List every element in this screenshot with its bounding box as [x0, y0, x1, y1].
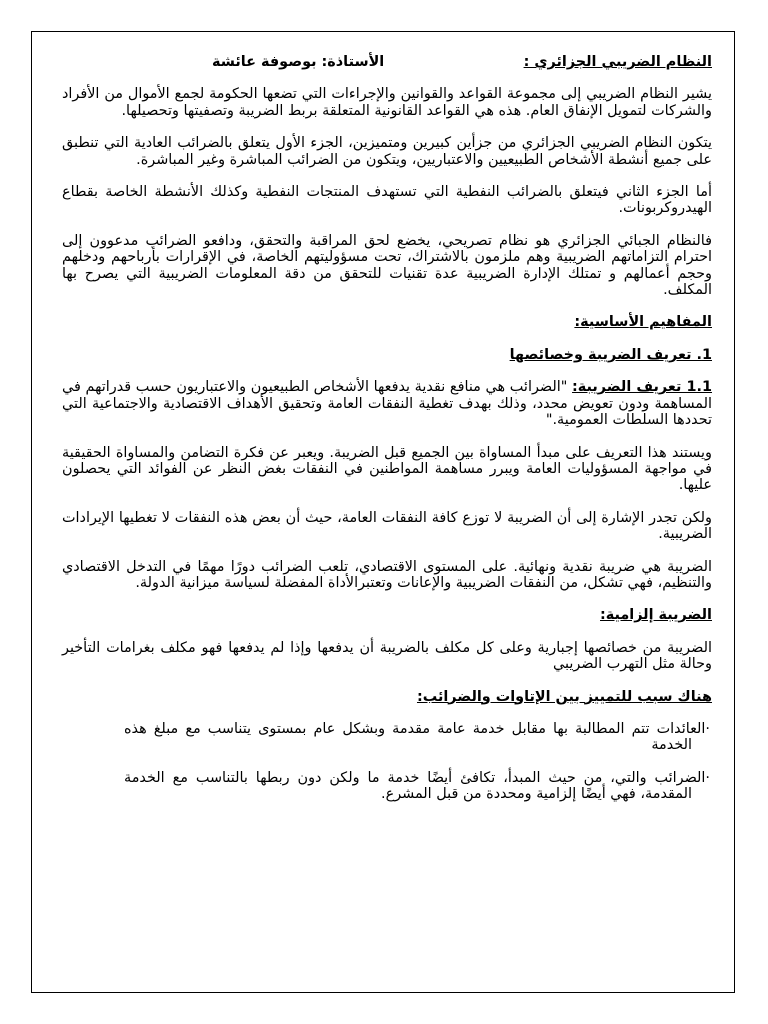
heading-distinction: هناك سبب للتمييز بين الإتاوات والضرائب:: [416, 688, 712, 705]
document-body: [62, 46, 712, 819]
heading-tax-definition: 1. تعريف الضريبة وخصائصها: [509, 346, 712, 363]
paragraph-declarative-system: فالنظام الجبائي الجزائري هو نظام تصريحي، يخضع لحق المراقبة والتحقق، ودافعو الضرائب مدعوون إلى احترام التزاماتهم الضريبية وهم ملزمون بالاشتراك، تحت مسؤوليتهم الخاصة، في الإقرارات بأرباحهم ودخلهم وحجم أعمالهم و تمتلك الإدارة الضريبية عدة تقنيات للتحقق من دقة المعلومات الضريبية التي يصرح بها المكلف.: [62, 232, 712, 299]
paragraph-tax-definition: [62, 379, 712, 428]
paragraph-tax-system-definition: يشير النظام الضريبي إلى مجموعة القواعد والقوانين والإجراءات التي تضعها الحكومة لجمع الأموال من الأفراد والشركات لتمويل الإنفاق العام. هذه هي القواعد القانونية المتعلقة بربط الضريبة وتصفيتها وتحصيلها.: [62, 86, 712, 119]
definition-label: 1.1 تعريف الضريبة:: [572, 379, 712, 396]
paragraph-mandatory-tax: الضريبة من خصائصها إجبارية وعلى كل مكلف بالضريبة أن يدفعها وإذا لم يدفعها فهو مكلف بغرامات التأخير وحالة مثل التهرب الضريبي: [62, 639, 712, 673]
paragraph-two-parts: يتكون النظام الضريبي الجزائري من جزأين كبيرين ومتميزين، الجزء الأول يتعلق بالضرائب العادية التي تنطبق على جميع أنشطة الأشخاص الطبيعيين والاعتباريين، ويتكون من الضرائب المباشرة وغير المباشرة.: [62, 135, 712, 168]
distinction-list: [62, 721, 712, 803]
author-name: الأستاذة: بوصوفة عائشة: [212, 54, 385, 70]
paragraph-monetary-tax: الضريبة هي ضريبة نقدية ونهائية. على المستوى الاقتصادي، تلعب الضرائب دورًا مهمًا في التدخل الاقتصادي والتنظيم، فهي تشكل، من النفقات الضريبية والإعانات وتعتبرالأداة المفضلة لسياسة ميزانية الدولة.: [62, 558, 712, 591]
paragraph-expenditure-note: ولكن تجدر الإشارة إلى أن الضريبة لا توزع كافة النفقات العامة، حيث أن بعض هذه النفقات لا تغطيها الإيرادات الضريبية.: [62, 509, 712, 543]
list-item: ·الضرائب والتي، من حيث المبدأ، تكافئ أيضًا خدمة ما ولكن دون ربطها بالتناسب مع الخدمة المقدمة، فهي أيضًا إلزامية ومحددة من قبل المشرع.: [124, 769, 710, 803]
paragraph-oil-taxes: أما الجزء الثاني فيتعلق بالضرائب النفطية التي تستهدف المنتجات النفطية وكذلك الأنشطة الخاصة بقطاع الهيدروكربونات.: [62, 184, 712, 217]
document-header: [62, 54, 712, 70]
definition-text: "الضرائب هي منافع نقدية يدفعها الأشخاص الطبيعيون والاعتباريون حسب قدراتهم في المساهمة ودون تعويض محدد، وذلك بهدف تغطية النفقات العامة وتحقيق الأهداف الاقتصادية والاجتماعية التي تحددها السلطات العمومية.": [62, 379, 712, 429]
heading-basic-concepts: المفاهيم الأساسية:: [574, 314, 712, 331]
heading-mandatory-tax: الضريبة إلزامية:: [600, 607, 712, 624]
document-title: النظام الضريبي الجزائري :: [523, 54, 712, 70]
paragraph-equality-principle: ويستند هذا التعريف على مبدأ المساواة بين الجميع قبل الضريبة. ويعبر عن فكرة التضامن والمساواة الحقيقية في مواجهة المسؤوليات العامة ويبرر مساهمة المواطنين في النفقات بغض النظر عن الفوائد التي يحصلون عليها.: [62, 444, 712, 494]
list-item: ·العائدات تتم المطالبة بها مقابل خدمة عامة مقدمة وبشكل عام بمستوى يتناسب مع مبلغ هذه الخدمة: [124, 720, 710, 754]
